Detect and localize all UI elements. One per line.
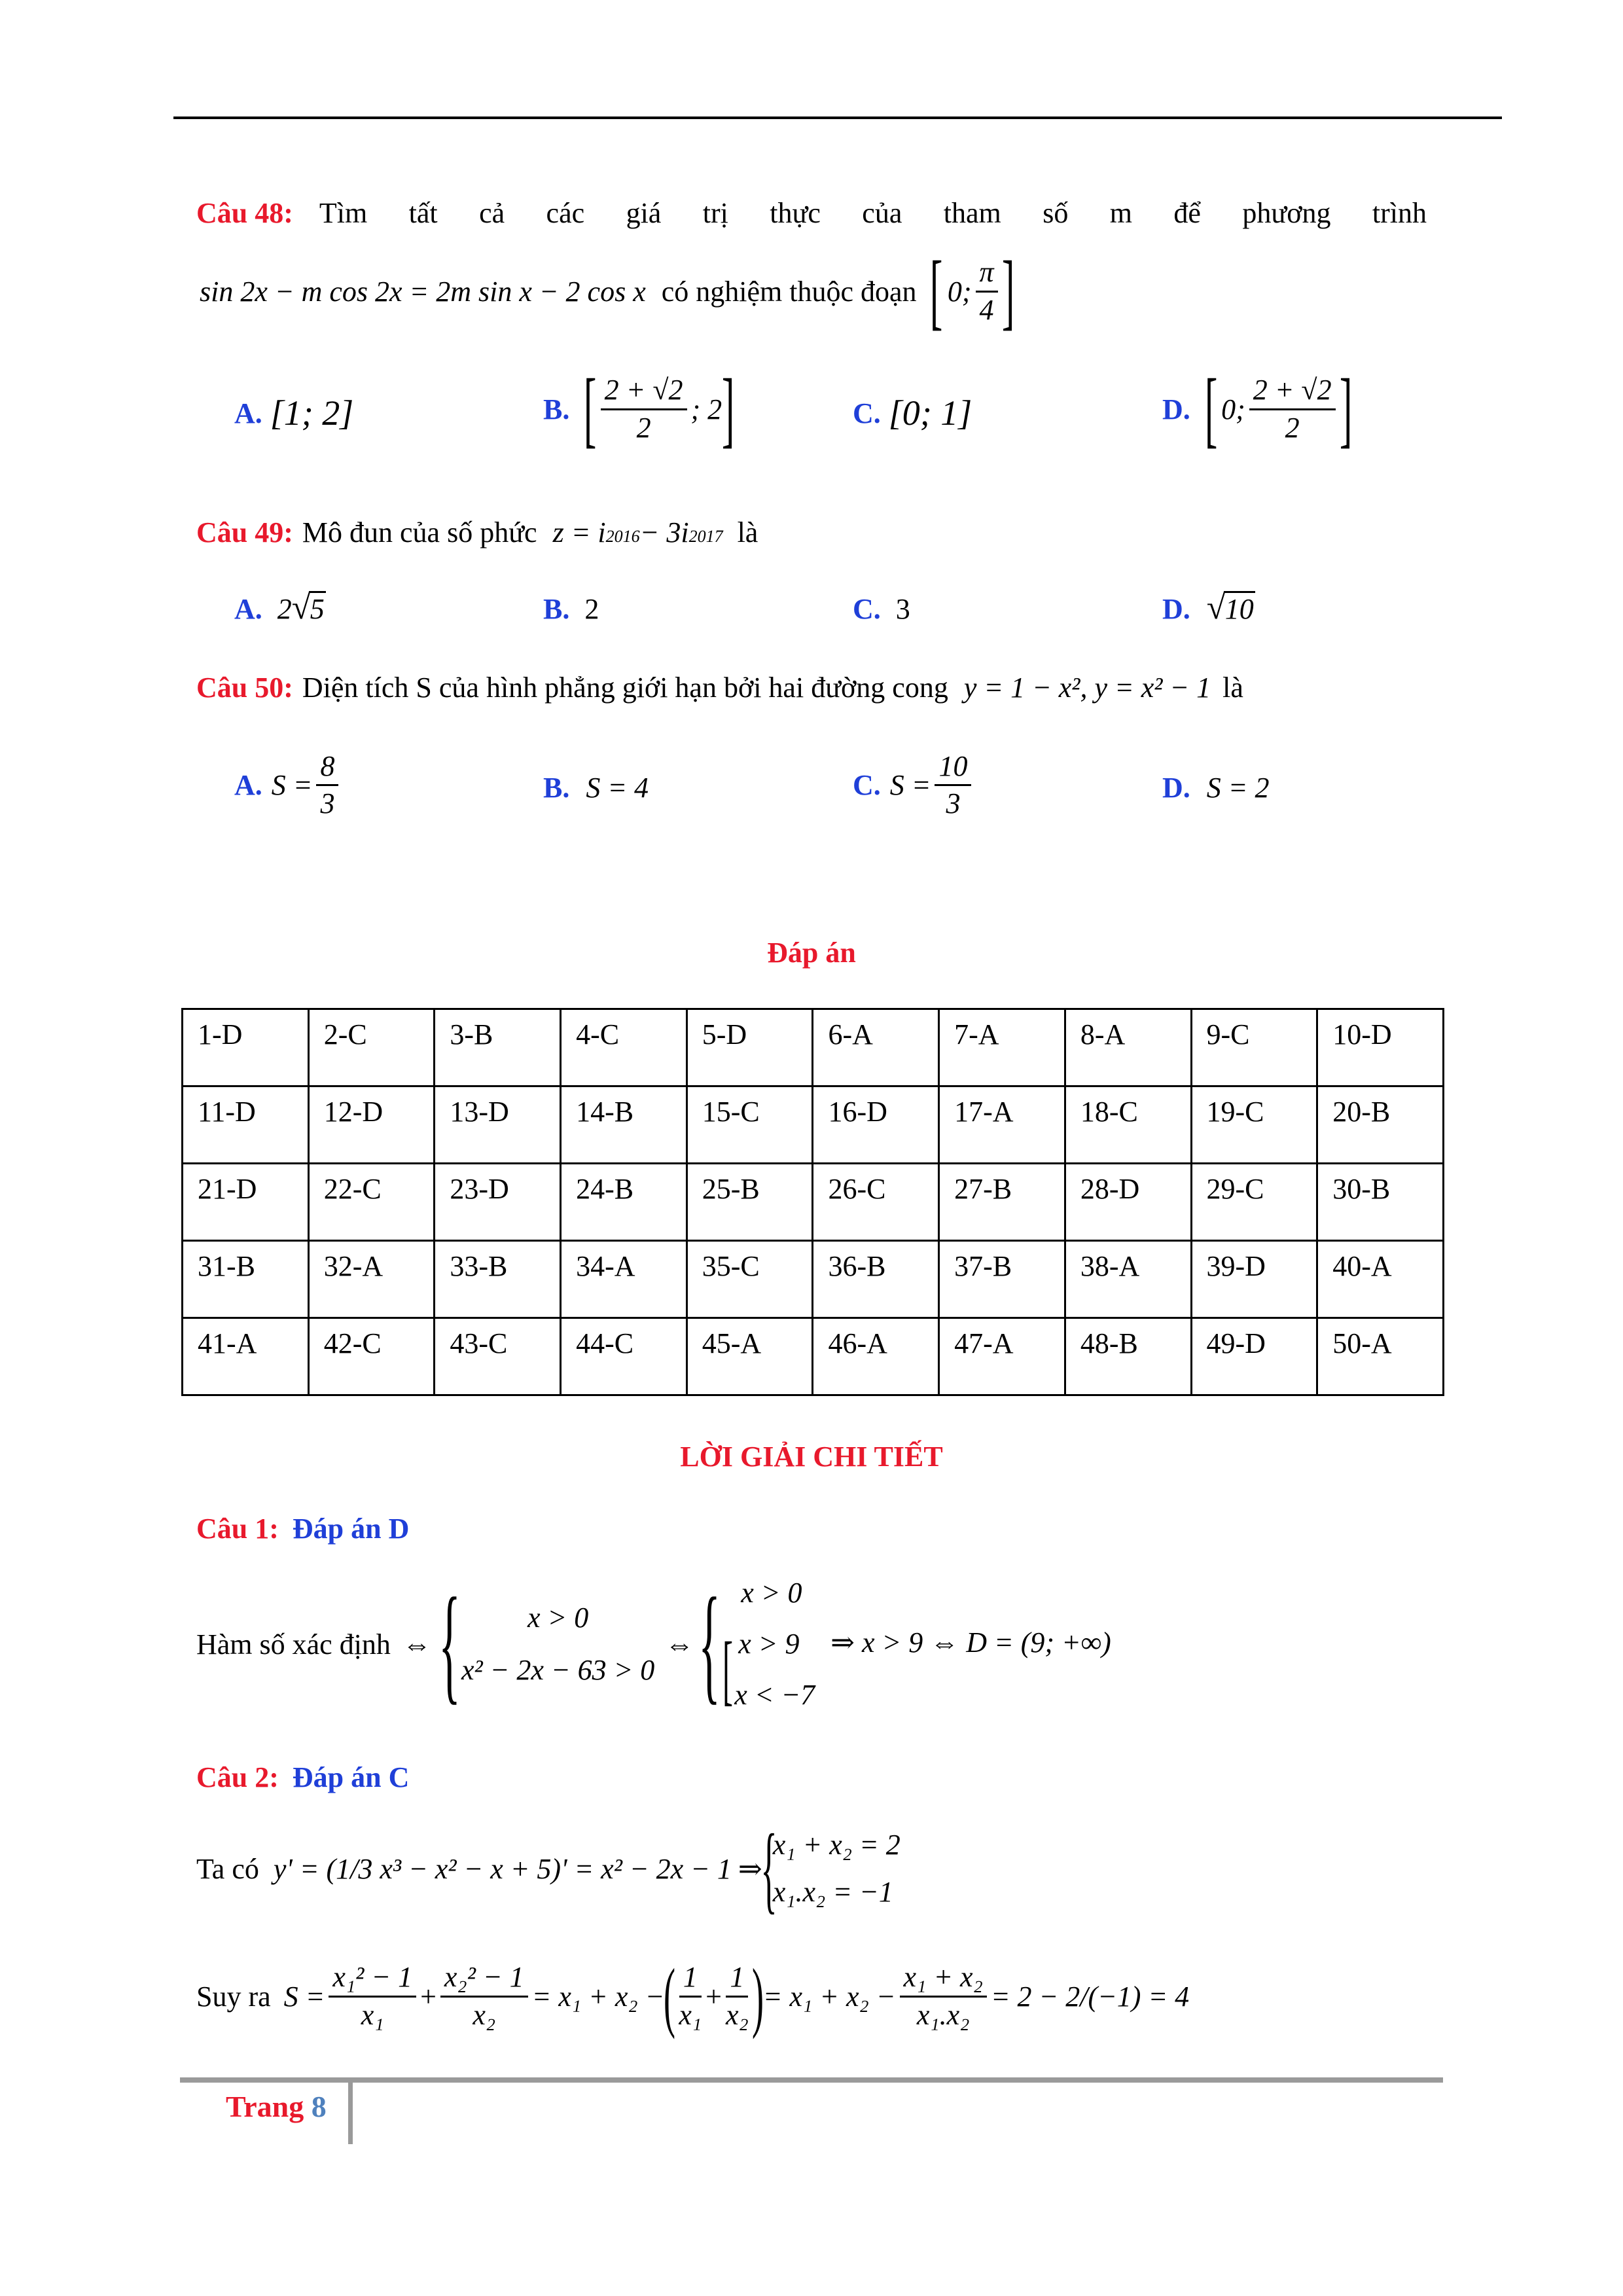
option-den: 2 (636, 411, 651, 444)
answer-cell: 6-A (813, 1009, 939, 1086)
sol2-system (773, 1821, 901, 1916)
option-value: S = 4 (586, 772, 649, 804)
q48-suffix: có nghiệm thuộc đoạn (661, 275, 917, 308)
option-label: B. (543, 593, 570, 625)
sol1-body: Hàm số xác định ⇔ { x > 0 x² − 2x − 63 > 0 ⇔ { x > 0 [ x > 9 x < −7 ⇒ x > 9 ⇔ D = (9; +∞) (196, 1568, 1111, 1721)
q49-mid: − 3i (639, 516, 689, 548)
answer-cell: 29-C (1191, 1164, 1317, 1241)
q48-text: Tìm tất cả các giá trị thực của tham số m để phương trình (319, 197, 1427, 229)
sys-line: x² − 2x − 63 > 0 (461, 1654, 655, 1686)
answer-row (183, 1241, 1444, 1318)
answer-cell: 37-B (939, 1241, 1065, 1318)
answer-cell: 38-A (1065, 1241, 1191, 1318)
answer-cell: 44-C (561, 1318, 687, 1395)
footer-label: Trang (226, 2090, 304, 2123)
q49-equation: z = i (552, 516, 606, 548)
q50-suffix: là (1222, 672, 1243, 704)
answer-cell: 1-D (183, 1009, 309, 1086)
q50-option-c (853, 751, 975, 819)
answer-cell: 3-B (435, 1009, 561, 1086)
option-label: C. (853, 397, 881, 429)
answer-cell: 28-D (1065, 1164, 1191, 1241)
option-den: 3 (320, 787, 335, 820)
q48-equation: sin 2x − m cos 2x = 2m sin x − 2 cos x (200, 275, 646, 308)
answer-row (183, 1009, 1444, 1086)
answer-row (183, 1164, 1444, 1241)
footer-rule (180, 2077, 1443, 2083)
option-den: 3 (946, 787, 961, 820)
option-num: 2 + √2 (1249, 375, 1336, 410)
q48-line2 (200, 244, 1014, 338)
answer-cell: 10-D (1317, 1009, 1444, 1086)
q49-exp1: 2016 (605, 527, 640, 546)
answer-cell: 7-A (939, 1009, 1065, 1086)
answer-cell: 31-B (183, 1241, 309, 1318)
q48-interval-left: 0; (947, 275, 972, 308)
option-label: D. (1162, 772, 1190, 804)
answer-cell: 46-A (813, 1318, 939, 1395)
answer-cell: 20-B (1317, 1086, 1444, 1164)
sol2-suy-ra: Suy ra (196, 1980, 271, 2013)
answer-cell: 34-A (561, 1241, 687, 1318)
option-label: A. (234, 397, 262, 429)
q49-suffix: là (737, 516, 758, 548)
answer-cell: 16-D (813, 1086, 939, 1164)
option-label: D. (1162, 393, 1190, 425)
option-num: 10 (935, 751, 971, 786)
option-root: 5 (309, 591, 326, 625)
sol1-system2: x > 0 [ x > 9 x < −7 (721, 1568, 815, 1721)
q49-exp2: 2017 (688, 527, 723, 546)
sol2-derivative: y' = (1/3 x³ − x² − x + 5)' = x² − 2x − 1 (273, 1852, 732, 1885)
q48-option-b: B. [ $\frac{2 + √2}{2}$ ; 2 ] (543, 362, 735, 456)
option-value: 2 (584, 593, 599, 625)
answer-cell: 30-B (1317, 1164, 1444, 1241)
sol2-heading (196, 1761, 409, 1794)
sol2-label: Câu 2: (196, 1761, 279, 1793)
q48-option-a (234, 393, 353, 433)
option-value: [1; 2] (270, 393, 354, 433)
answer-cell: 19-C (1191, 1086, 1317, 1164)
answer-cell: 42-C (308, 1318, 435, 1395)
q49-label: Câu 49: (196, 516, 293, 548)
answer-cell: 23-D (435, 1164, 561, 1241)
option-value: S = 2 (1206, 772, 1270, 804)
sol1-intro: Hàm số xác định (196, 1628, 391, 1660)
answer-cell: 35-C (687, 1241, 813, 1318)
answer-cell: 9-C (1191, 1009, 1317, 1086)
answer-cell: 5-D (687, 1009, 813, 1086)
option-value: 3 (895, 593, 910, 625)
sys-line: x₁ + x₂ = 2 (772, 1829, 901, 1861)
option-tail: ; 2 (690, 393, 722, 425)
answer-cell: 12-D (308, 1086, 435, 1164)
answer-cell: 27-B (939, 1164, 1065, 1241)
q50-line (196, 671, 1243, 704)
answer-cell: 49-D (1191, 1318, 1317, 1395)
q49-text: Mô đun của số phức (302, 516, 537, 548)
answer-row (183, 1318, 1444, 1395)
q49-line (196, 516, 758, 549)
sol2-answer: Đáp án C (292, 1761, 410, 1793)
option-num: 8 (316, 751, 338, 786)
sol2-final: = 2 − 2/(−1) = 4 (990, 1980, 1190, 2013)
answer-cell: 4-C (561, 1009, 687, 1086)
answer-cell: 33-B (435, 1241, 561, 1318)
answer-cell: 26-C (813, 1164, 939, 1241)
sol2-intro: Ta có (196, 1852, 259, 1885)
sol1-answer: Đáp án D (292, 1513, 410, 1545)
option-label: C. (853, 593, 881, 625)
answer-cell: 11-D (183, 1086, 309, 1164)
answer-cell: 48-B (1065, 1318, 1191, 1395)
answer-cell: 32-A (308, 1241, 435, 1318)
answer-cell: 17-A (939, 1086, 1065, 1164)
answer-cell: 15-C (687, 1086, 813, 1164)
answer-cell: 18-C (1065, 1086, 1191, 1164)
sys-line: x₁.x₂ = −1 (772, 1876, 893, 1908)
q48-line1 (196, 196, 1427, 230)
answer-cell: 41-A (183, 1318, 309, 1395)
q48-label: Câu 48: (196, 197, 293, 229)
q49-option-c (853, 592, 910, 626)
answer-cell: 50-A (1317, 1318, 1444, 1395)
q48-option-d: D. [ 0; $\frac{2 + √2}{2}$ ] (1162, 362, 1352, 456)
option-lhs: S = (889, 769, 931, 802)
q50-text: Diện tích S của hình phẳng giới hạn bởi hai đường cong (302, 672, 948, 704)
solution-title: LỜI GIẢI CHI TIẾT (680, 1441, 943, 1473)
q49-option-d (1162, 592, 1255, 626)
q48-interval-num: π (976, 257, 998, 292)
answer-title: Đáp án (767, 937, 856, 969)
q48-interval: [ 0; $\frac{\pi}{4}$ ] (929, 244, 1014, 338)
answer-cell: 40-A (1317, 1241, 1444, 1318)
sys-line: x < −7 (734, 1679, 815, 1711)
answer-row (183, 1086, 1444, 1164)
answer-cell: 47-A (939, 1318, 1065, 1395)
sol2-sum: Suy ra S = $\frac{\text{x₁² − 1}}{\text{x₁}}$ + $\frac{\text{x₂² − 1}}{\text{x₂}}$ = x₁ + x₂ − ( $\frac{1}{\text{x₁}}$ + $\frac{1}{\text{x₂}}$ ) = x₁ + x₂ − $\frac{\text{x₁ + x₂}}{\text{x₁.x₂}}$ = 2 − 2/(−1) = 4 (196, 1952, 1190, 2039)
answer-cell: 45-A (687, 1318, 813, 1395)
option-value: 2 (277, 593, 292, 625)
answer-cell: 2-C (308, 1009, 435, 1086)
q49-option-a (234, 592, 326, 626)
answer-table (181, 1008, 1444, 1396)
option-lhs: S = (271, 769, 313, 802)
q48-interval-den: 4 (979, 293, 994, 326)
option-head: 0; (1221, 393, 1245, 425)
answer-cell: 25-B (687, 1164, 813, 1241)
option-num: 2 + √2 (601, 375, 687, 410)
answer-cell: 21-D (183, 1164, 309, 1241)
page-footer (226, 2089, 327, 2124)
q49-option-b (543, 592, 599, 626)
q50-option-d (1162, 771, 1269, 804)
answer-cell: 43-C (435, 1318, 561, 1395)
answer-cell: 14-B (561, 1086, 687, 1164)
answer-cell: 22-C (308, 1164, 435, 1241)
sys-line: x > 0 (741, 1577, 802, 1609)
sol1-heading (196, 1512, 409, 1545)
answer-cell: 39-D (1191, 1241, 1317, 1318)
answer-cell: 36-B (813, 1241, 939, 1318)
option-label: A. (234, 769, 262, 802)
q50-label: Câu 50: (196, 672, 293, 704)
q48-option-c (853, 393, 972, 433)
sol1-result: ⇒ x > 9 ⇔ D = (9; +∞) (830, 1626, 1111, 1659)
sol2-body: Ta có y' = (1/3 x³ − x² − x + 5)' = x² − 2x − 1 ⇒ { x₁ + x₂ = 2 x₁.x₂ = −1 (196, 1814, 901, 1923)
sol1-system1 (461, 1592, 654, 1696)
q50-equation: y = 1 − x², y = x² − 1 (963, 672, 1211, 704)
q50-option-b (543, 771, 649, 804)
option-label: D. (1162, 593, 1190, 625)
q50-option-a (234, 751, 342, 819)
option-value: [0; 1] (888, 393, 972, 433)
option-label: B. (543, 772, 570, 804)
option-label: C. (853, 769, 881, 802)
answer-cell: 13-D (435, 1086, 561, 1164)
option-label: B. (543, 393, 570, 425)
option-label: A. (234, 593, 262, 625)
option-root: 10 (1224, 591, 1255, 625)
footer-divider (348, 2079, 353, 2144)
sys-line: x > 9 (738, 1628, 800, 1660)
sol1-label: Câu 1: (196, 1513, 279, 1545)
answer-cell: 8-A (1065, 1009, 1191, 1086)
sys-line: x > 0 (527, 1602, 589, 1634)
answer-cell: 24-B (561, 1164, 687, 1241)
header-rule (173, 117, 1502, 119)
page-number: 8 (311, 2090, 327, 2123)
option-den: 2 (1285, 411, 1300, 444)
